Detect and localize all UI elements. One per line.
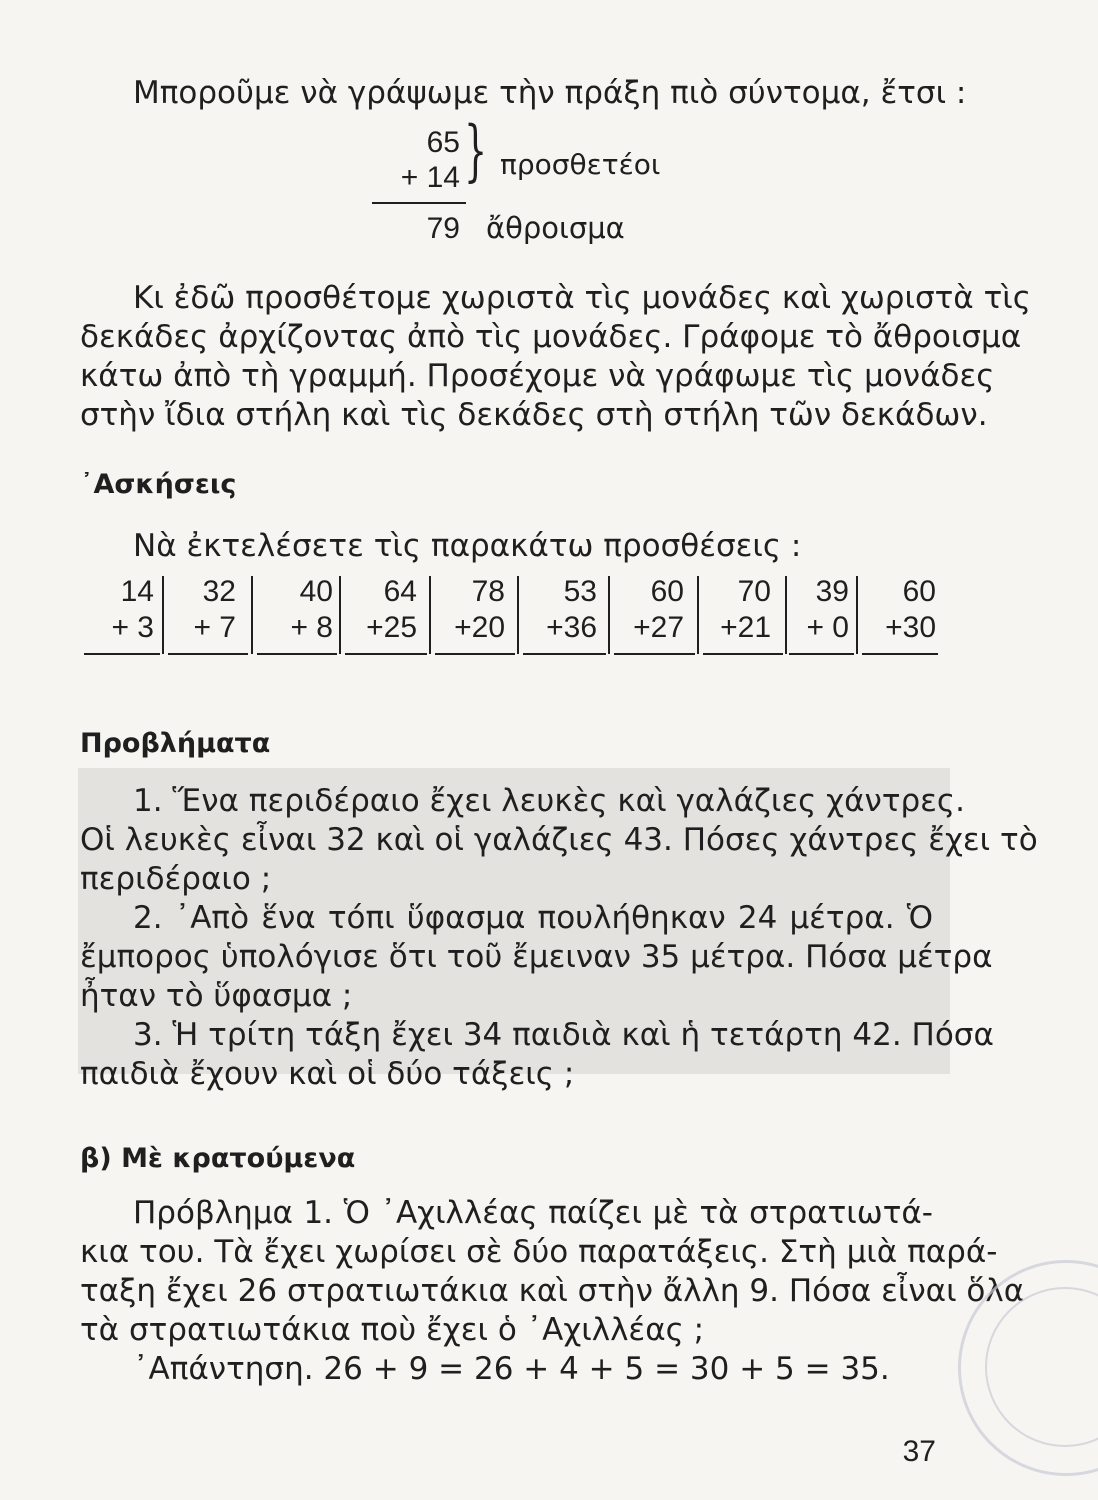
exercise-top: 70	[737, 575, 771, 608]
exercises-instruction: Νὰ ἐκτελέσετε τὶς παρακάτω προσθέσεις :	[133, 528, 802, 564]
exercise-line	[862, 653, 938, 655]
carry-line: τὰ στρατιωτάκια ποὺ ἔχει ὁ ᾿Αχιλλέας ;	[80, 1312, 705, 1348]
exercise-line	[168, 653, 248, 655]
exercise-top: 39	[815, 575, 849, 608]
carry-line: κια του. Τὰ ἔχει χωρίσει σὲ δύο παρατάξεις. Στὴ μιὰ παρά-	[80, 1234, 998, 1270]
column-divider	[429, 576, 431, 654]
exercise-line	[84, 653, 160, 655]
exercise-line	[257, 653, 337, 655]
exercise-line	[703, 653, 783, 655]
exercise-bottom: +30	[885, 611, 936, 644]
carry-line: Πρόβλημα 1. Ὁ ᾿Αχιλλέας παίζει μὲ τὰ στρατιωτά-	[133, 1195, 933, 1231]
sum-line	[372, 202, 466, 204]
exercise-bottom: + 3	[111, 611, 154, 644]
column-divider	[339, 576, 341, 654]
addends-label: προσθετέοι	[500, 148, 661, 181]
problem-line: 3. Ἡ τρίτη τάξη ἔχει 34 παιδιὰ καὶ ἡ τετάρτη 42. Πόσα	[133, 1017, 994, 1053]
exercise-top: 32	[202, 575, 236, 608]
exercise-line	[614, 653, 695, 655]
exercise-top: 53	[563, 575, 597, 608]
problem-line: περιδέραιο ;	[80, 861, 272, 897]
exercise-bottom: +36	[546, 611, 597, 644]
page-number: 37	[902, 1435, 936, 1468]
exercise-bottom: +25	[366, 611, 417, 644]
carry-line: ταξη ἔχει 26 στρατιωτάκια καὶ στὴν ἄλλη 9. Πόσα εἶναι ὅλα	[80, 1273, 1025, 1309]
problem-line: ἔμπορος ὑπολόγισε ὅτι τοῦ ἔμειναν 35 μέτρα. Πόσα μέτρα	[80, 939, 993, 975]
problem-line: 1. Ἕνα περιδέραιο ἔχει λευκὲς καὶ γαλάζιες χάντρες.	[133, 783, 965, 819]
column-divider	[517, 576, 519, 654]
exercise-top: 64	[383, 575, 417, 608]
sum-label: ἄθροισμα	[486, 211, 625, 245]
intro-line: Μποροῦμε νὰ γράψωμε τὴν πράξη πιὸ σύντομα, ἔτσι :	[133, 75, 967, 111]
problem-line: ἦταν τὸ ὕφασμα ;	[80, 978, 353, 1014]
exercise-top: 78	[471, 575, 505, 608]
right-brace-icon: }	[464, 112, 488, 189]
addend-top: 65	[426, 126, 460, 159]
column-divider	[608, 576, 610, 654]
problem-line: 2. ᾿Απὸ ἕνα τόπι ὕφασμα πουλήθηκαν 24 μέτρα. Ὁ	[133, 900, 933, 936]
column-divider	[162, 576, 164, 654]
exercise-line	[523, 653, 606, 655]
exercise-top: 60	[650, 575, 684, 608]
column-divider	[697, 576, 699, 654]
sum-value: 79	[426, 212, 460, 245]
exercise-bottom: +20	[454, 611, 505, 644]
exercise-line	[345, 653, 427, 655]
problem-line: Οἱ λευκὲς εἶναι 32 καὶ οἱ γαλάζιες 43. Πόσες χάντρες ἔχει τὸ	[80, 822, 1038, 858]
exercises-heading: ᾿Ασκήσεις	[80, 469, 237, 500]
carry-heading: β) Μὲ κρατούμενα	[80, 1143, 356, 1174]
explanation-line: Κι ἐδῶ προσθέτομε χωριστὰ τὶς μονάδες καὶ χωριστὰ τὶς	[133, 280, 1031, 316]
column-divider	[785, 576, 787, 654]
column-divider	[251, 576, 253, 654]
addend-bottom: + 14	[400, 161, 460, 194]
problem-line: παιδιὰ ἔχουν καὶ οἱ δύο τάξεις ;	[80, 1056, 575, 1092]
exercise-bottom: + 8	[290, 611, 333, 644]
problems-heading: Προβλήματα	[80, 728, 271, 759]
exercise-top: 60	[902, 575, 936, 608]
exercise-line	[435, 653, 515, 655]
answer-line: ᾿Απάντηση. 26 + 9 = 26 + 4 + 5 = 30 + 5 = 35.	[133, 1351, 890, 1387]
explanation-line: δεκάδες ἀρχίζοντας ἀπὸ τὶς μονάδες. Γράφομε τὸ ἄθροισμα	[80, 319, 1022, 355]
exercise-line	[789, 653, 854, 655]
explanation-line: κάτω ἀπὸ τὴ γραμμή. Προσέχομε νὰ γράφωμε τὶς μονάδες	[80, 358, 995, 394]
exercise-bottom: +21	[720, 611, 771, 644]
exercise-bottom: +27	[633, 611, 684, 644]
exercise-top: 14	[120, 575, 154, 608]
exercise-bottom: + 0	[806, 611, 849, 644]
column-divider	[856, 576, 858, 654]
explanation-line: στὴν ἴδια στήλη καὶ τὶς δεκάδες στὴ στήλη τῶν δεκάδων.	[80, 397, 988, 433]
exercise-top: 40	[299, 575, 333, 608]
exercise-bottom: + 7	[193, 611, 236, 644]
